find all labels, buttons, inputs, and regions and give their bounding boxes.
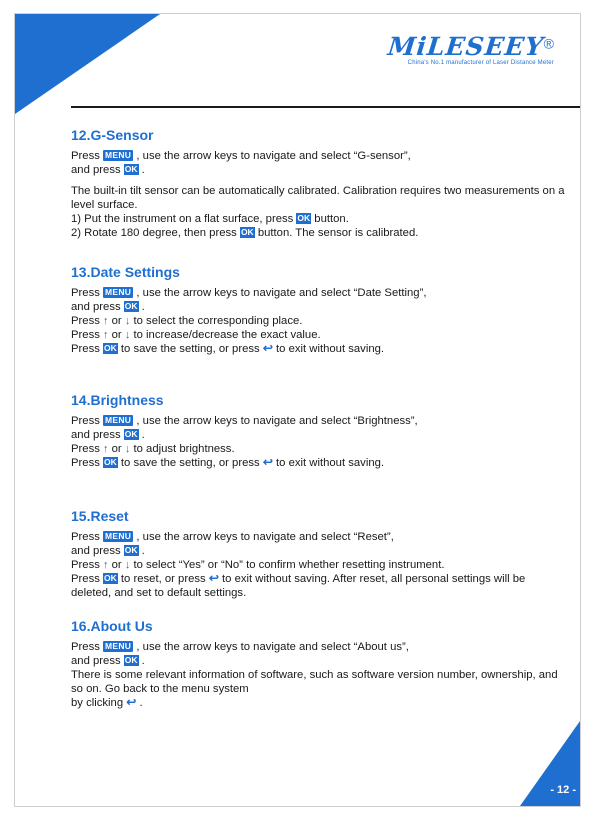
down-arrow-key-icon: ↓ [124, 315, 131, 327]
section-title: 15.Reset [71, 508, 129, 524]
down-arrow-key-icon: ↓ [124, 443, 131, 455]
back-key-icon: ↩ [262, 341, 273, 355]
page-content [71, 127, 566, 710]
manual-page [14, 13, 581, 807]
paragraph: The built-in tilt sensor can be automatically calibrated. Calibration requires two measurements on a level surface. 1) Put the instrument on a flat surface, press OK button. 2) Rotate 180 degree, then press OK button. The sensor is calibrated. [71, 185, 565, 239]
back-key-icon: ↩ [262, 455, 273, 469]
menu-key-icon: MENU [105, 415, 132, 425]
ok-key-icon: OK [104, 343, 117, 353]
ok-key-icon: OK [124, 545, 138, 555]
section-g-sensor [71, 127, 566, 240]
ok-key-icon: OK [124, 301, 138, 311]
registered-mark: ® [543, 35, 554, 52]
page-number: - 12 - [550, 784, 576, 796]
section-title: 13.Date Settings [71, 264, 180, 280]
section-about-us [71, 618, 566, 710]
back-key-icon: ↩ [208, 571, 219, 585]
section-title: 14.Brightness [71, 392, 164, 408]
section-date-settings [71, 264, 566, 356]
ok-key-icon: OK [124, 164, 138, 174]
menu-key-icon: MENU [105, 287, 132, 297]
up-arrow-key-icon: ↑ [103, 443, 109, 455]
ok-key-icon: OK [297, 213, 311, 223]
section-reset [71, 508, 566, 600]
brand-tagline: China's No.1 manufacturer of Laser Distance Meter [407, 60, 554, 66]
header-rule [71, 106, 580, 108]
up-arrow-key-icon: ↑ [103, 559, 109, 571]
menu-key-icon: MENU [105, 531, 132, 541]
section-brightness [71, 392, 566, 470]
section-title: 12.G-Sensor [71, 127, 154, 143]
brand-logo [388, 32, 554, 66]
ok-key-icon: OK [240, 227, 254, 237]
menu-key-icon: MENU [105, 150, 132, 160]
up-arrow-key-icon: ↑ [103, 329, 109, 341]
paragraph: Press MENU , use the arrow keys to navigate and select “G-sensor”, and press OK . [71, 150, 411, 176]
paragraph: Press MENU , use the arrow keys to navigate and select “Date Setting”, and press OK . Press ↑ or ↓ to select the corresponding place. Press ↑ or ↓ to increase/decrease the exact value. Press OK to save the setting, or press ↩ to exit without saving. [71, 287, 427, 355]
up-arrow-key-icon: ↑ [103, 315, 109, 327]
paragraph: Press MENU , use the arrow keys to navigate and select “Reset”, and press OK . Press ↑ or ↓ to select “Yes” or “No” to confirm whether resetting instrument. Press OK to reset, or press ↩ to exit without saving. After reset, all personal settings will be deleted, and set to default settings. [71, 531, 526, 599]
corner-decoration-top-left [15, 14, 160, 114]
brand-name: MiLESEEY [386, 32, 546, 61]
back-key-icon: ↩ [126, 695, 137, 709]
menu-key-icon: MENU [105, 641, 132, 651]
ok-key-icon: OK [104, 457, 117, 467]
ok-key-icon: OK [104, 573, 117, 583]
section-title: 16.About Us [71, 618, 153, 634]
down-arrow-key-icon: ↓ [124, 559, 131, 571]
ok-key-icon: OK [124, 655, 138, 665]
paragraph: Press MENU , use the arrow keys to navigate and select “About us”, and press OK . There is some relevant information of software, such as software version number, ownership, and so on. Go back to the menu system by clicking ↩ . [71, 641, 558, 709]
down-arrow-key-icon: ↓ [124, 329, 131, 341]
ok-key-icon: OK [124, 429, 138, 439]
paragraph: Press MENU , use the arrow keys to navigate and select “Brightness”, and press OK . Press ↑ or ↓ to adjust brightness. Press OK to save the setting, or press ↩ to exit without saving. [71, 415, 418, 469]
